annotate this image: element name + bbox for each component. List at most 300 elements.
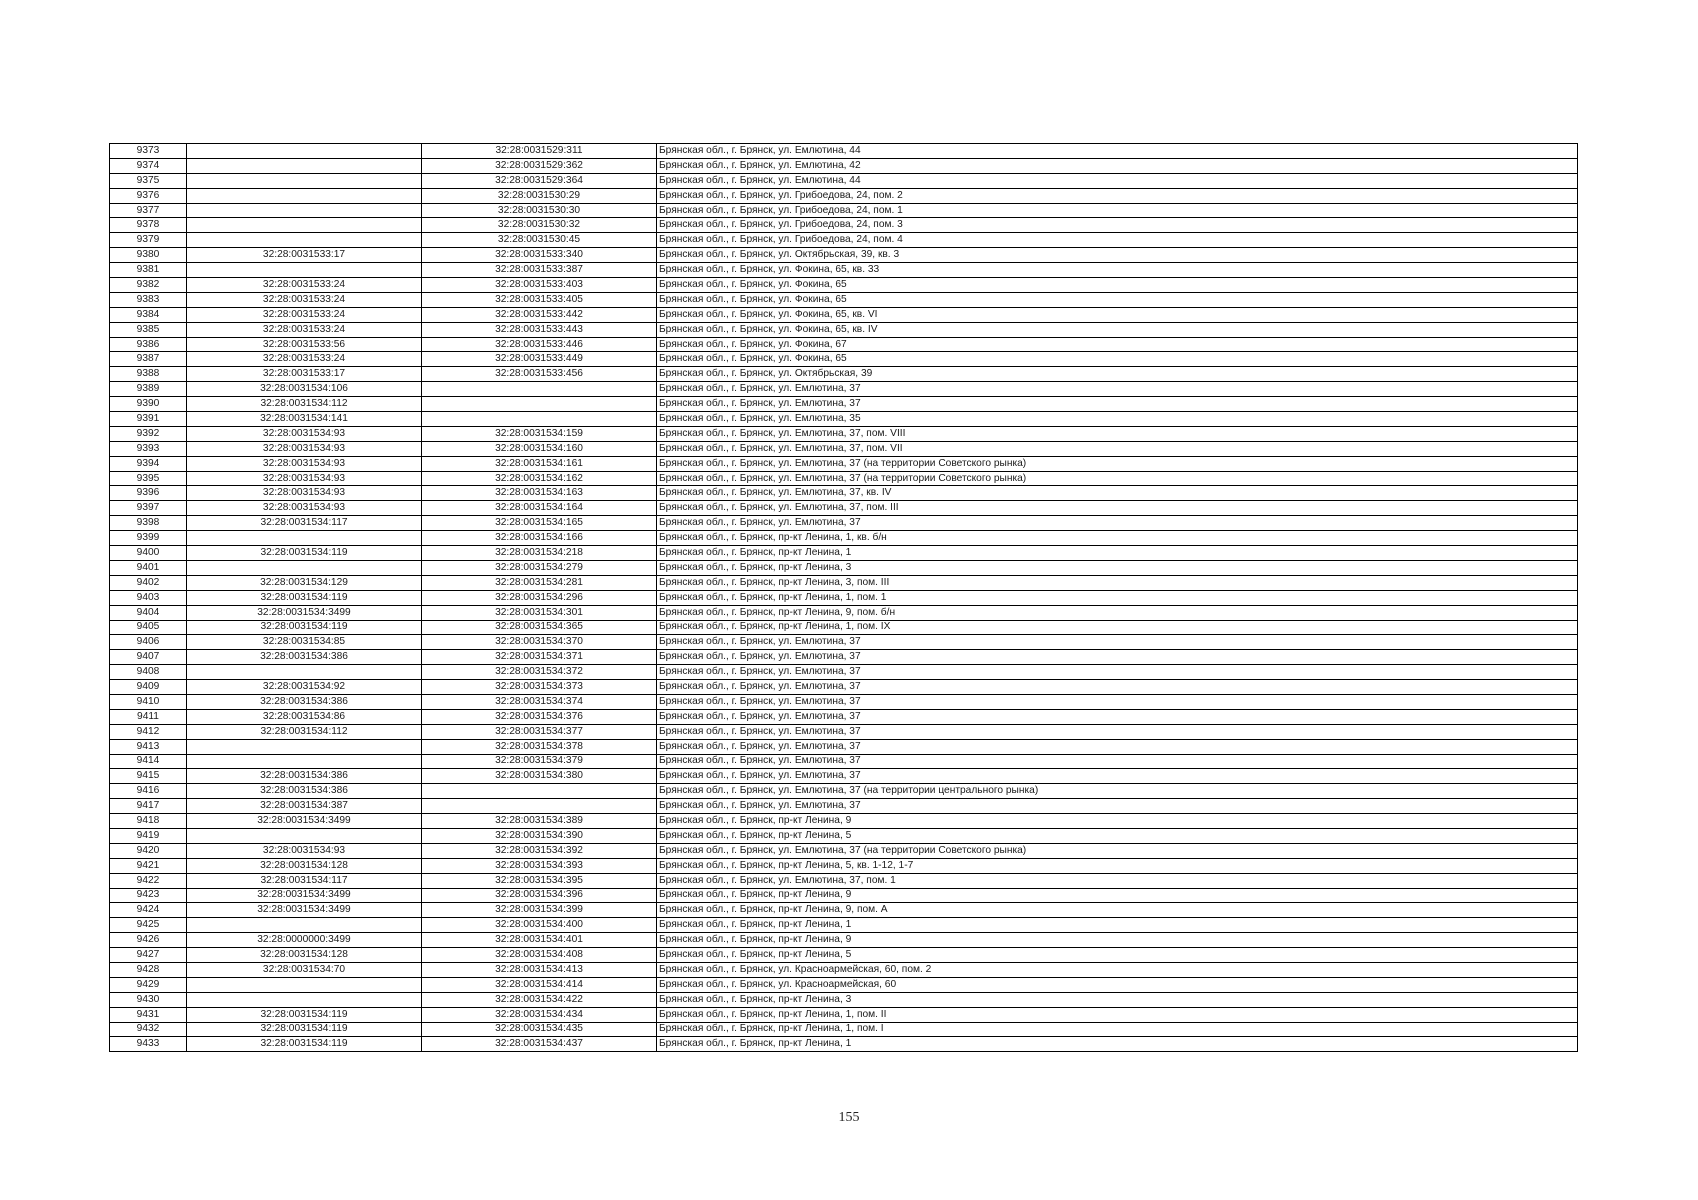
object-cadastral-number-cell: 32:28:0031534:401 [422,933,657,948]
object-cadastral-number-cell: 32:28:0031534:163 [422,486,657,501]
property-table [109,143,1578,1052]
address-cell: Брянская обл., г. Брянск, ул. Емлютина, 37 [657,650,1578,665]
parcel-cadastral-number-cell [187,144,422,159]
table-row [110,680,1578,695]
row-number-cell: 9377 [110,203,187,218]
row-number-cell: 9418 [110,814,187,829]
object-cadastral-number-cell: 32:28:0031533:340 [422,248,657,263]
parcel-cadastral-number-cell [187,992,422,1007]
parcel-cadastral-number-cell: 32:28:0031533:24 [187,278,422,293]
object-cadastral-number-cell [422,799,657,814]
object-cadastral-number-cell: 32:28:0031534:373 [422,680,657,695]
table-row [110,516,1578,531]
object-cadastral-number-cell: 32:28:0031534:374 [422,694,657,709]
object-cadastral-number-cell: 32:28:0031534:218 [422,546,657,561]
table-row [110,962,1578,977]
row-number-cell: 9427 [110,948,187,963]
table-row [110,471,1578,486]
table-row [110,412,1578,427]
row-number-cell: 9403 [110,590,187,605]
table-row [110,278,1578,293]
address-cell: Брянская обл., г. Брянск, пр-кт Ленина, 1 [657,546,1578,561]
object-cadastral-number-cell: 32:28:0031533:403 [422,278,657,293]
row-number-cell: 9376 [110,188,187,203]
address-cell: Брянская обл., г. Брянск, пр-кт Ленина, 9, пом. А [657,903,1578,918]
address-cell: Брянская обл., г. Брянск, пр-кт Ленина, 3, пом. III [657,575,1578,590]
parcel-cadastral-number-cell [187,218,422,233]
table-row [110,441,1578,456]
object-cadastral-number-cell: 32:28:0031534:396 [422,888,657,903]
table-row [110,367,1578,382]
address-cell: Брянская обл., г. Брянск, ул. Емлютина, 37 (на территории Советского рынка) [657,471,1578,486]
object-cadastral-number-cell: 32:28:0031534:371 [422,650,657,665]
parcel-cadastral-number-cell: 32:28:0031534:119 [187,1007,422,1022]
parcel-cadastral-number-cell: 32:28:0031534:93 [187,441,422,456]
object-cadastral-number-cell: 32:28:0031533:449 [422,352,657,367]
page-number: 155 [838,1110,860,1125]
row-number-cell: 9391 [110,412,187,427]
table-row [110,739,1578,754]
object-cadastral-number-cell: 32:28:0031530:30 [422,203,657,218]
table-row [110,397,1578,412]
table-row [110,665,1578,680]
parcel-cadastral-number-cell: 32:28:0031533:17 [187,248,422,263]
row-number-cell: 9430 [110,992,187,1007]
row-number-cell: 9405 [110,620,187,635]
table-row [110,858,1578,873]
address-cell: Брянская обл., г. Брянск, ул. Емлютина, 35 [657,412,1578,427]
address-cell: Брянская обл., г. Брянск, ул. Емлютина, 37 [657,382,1578,397]
row-number-cell: 9387 [110,352,187,367]
parcel-cadastral-number-cell [187,665,422,680]
parcel-cadastral-number-cell [187,739,422,754]
table-row [110,948,1578,963]
parcel-cadastral-number-cell: 32:28:0031534:119 [187,1037,422,1052]
object-cadastral-number-cell: 32:28:0031534:376 [422,709,657,724]
object-cadastral-number-cell [422,784,657,799]
row-number-cell: 9380 [110,248,187,263]
row-number-cell: 9384 [110,307,187,322]
row-number-cell: 9422 [110,873,187,888]
address-cell: Брянская обл., г. Брянск, пр-кт Ленина, 1, пом. IX [657,620,1578,635]
row-number-cell: 9415 [110,769,187,784]
table-row [110,694,1578,709]
table-row [110,173,1578,188]
parcel-cadastral-number-cell: 32:28:0031533:24 [187,352,422,367]
parcel-cadastral-number-cell: 32:28:0031534:128 [187,948,422,963]
table-row [110,144,1578,159]
row-number-cell: 9383 [110,292,187,307]
address-cell: Брянская обл., г. Брянск, пр-кт Ленина, 9 [657,933,1578,948]
row-number-cell: 9375 [110,173,187,188]
object-cadastral-number-cell: 32:28:0031534:372 [422,665,657,680]
object-cadastral-number-cell: 32:28:0031533:405 [422,292,657,307]
table-row [110,575,1578,590]
object-cadastral-number-cell: 32:28:0031534:395 [422,873,657,888]
address-cell: Брянская обл., г. Брянск, ул. Емлютина, 37 [657,635,1578,650]
object-cadastral-number-cell: 32:28:0031534:392 [422,843,657,858]
row-number-cell: 9396 [110,486,187,501]
object-cadastral-number-cell: 32:28:0031529:362 [422,158,657,173]
row-number-cell: 9394 [110,456,187,471]
parcel-cadastral-number-cell: 32:28:0031534:129 [187,575,422,590]
address-cell: Брянская обл., г. Брянск, ул. Красноармейская, 60 [657,977,1578,992]
table-row [110,918,1578,933]
parcel-cadastral-number-cell [187,754,422,769]
object-cadastral-number-cell: 32:28:0031534:370 [422,635,657,650]
address-cell: Брянская обл., г. Брянск, пр-кт Ленина, 1 [657,1037,1578,1052]
parcel-cadastral-number-cell: 32:28:0031534:386 [187,694,422,709]
row-number-cell: 9409 [110,680,187,695]
row-number-cell: 9385 [110,322,187,337]
parcel-cadastral-number-cell [187,977,422,992]
object-cadastral-number-cell: 32:28:0031534:161 [422,456,657,471]
row-number-cell: 9395 [110,471,187,486]
parcel-cadastral-number-cell: 32:28:0031534:86 [187,709,422,724]
table-row [110,590,1578,605]
object-cadastral-number-cell: 32:28:0031534:166 [422,531,657,546]
table-row [110,814,1578,829]
row-number-cell: 9421 [110,858,187,873]
table-row [110,501,1578,516]
parcel-cadastral-number-cell: 32:28:0031533:24 [187,292,422,307]
table-row [110,203,1578,218]
table-row [110,1022,1578,1037]
table-row [110,784,1578,799]
table-row [110,352,1578,367]
parcel-cadastral-number-cell: 32:28:0031534:93 [187,486,422,501]
address-cell: Брянская обл., г. Брянск, ул. Емлютина, 37, пом. VIII [657,426,1578,441]
table-row [110,531,1578,546]
parcel-cadastral-number-cell: 32:28:0031534:70 [187,962,422,977]
parcel-cadastral-number-cell: 32:28:0031534:3499 [187,888,422,903]
object-cadastral-number-cell: 32:28:0031533:443 [422,322,657,337]
parcel-cadastral-number-cell: 32:28:0000000:3499 [187,933,422,948]
object-cadastral-number-cell: 32:28:0031534:296 [422,590,657,605]
parcel-cadastral-number-cell: 32:28:0031534:93 [187,456,422,471]
address-cell: Брянская обл., г. Брянск, ул. Фокина, 65, кв. VI [657,307,1578,322]
address-cell: Брянская обл., г. Брянск, пр-кт Ленина, 9, пом. б/н [657,605,1578,620]
object-cadastral-number-cell: 32:28:0031529:311 [422,144,657,159]
object-cadastral-number-cell: 32:28:0031534:380 [422,769,657,784]
object-cadastral-number-cell: 32:28:0031530:32 [422,218,657,233]
address-cell: Брянская обл., г. Брянск, ул. Емлютина, 37, пом. 1 [657,873,1578,888]
table-row [110,933,1578,948]
address-cell: Брянская обл., г. Брянск, ул. Грибоедова, 24, пом. 1 [657,203,1578,218]
object-cadastral-number-cell: 32:28:0031534:379 [422,754,657,769]
table-row [110,992,1578,1007]
parcel-cadastral-number-cell [187,188,422,203]
row-number-cell: 9423 [110,888,187,903]
address-cell: Брянская обл., г. Брянск, пр-кт Ленина, 9 [657,888,1578,903]
row-number-cell: 9412 [110,724,187,739]
object-cadastral-number-cell: 32:28:0031534:165 [422,516,657,531]
address-cell: Брянская обл., г. Брянск, ул. Емлютина, 37 [657,709,1578,724]
address-cell: Брянская обл., г. Брянск, ул. Фокина, 65 [657,352,1578,367]
parcel-cadastral-number-cell: 32:28:0031534:106 [187,382,422,397]
object-cadastral-number-cell: 32:28:0031534:435 [422,1022,657,1037]
parcel-cadastral-number-cell [187,828,422,843]
address-cell: Брянская обл., г. Брянск, ул. Емлютина, 37 [657,739,1578,754]
parcel-cadastral-number-cell: 32:28:0031534:117 [187,873,422,888]
row-number-cell: 9411 [110,709,187,724]
table-row [110,188,1578,203]
address-cell: Брянская обл., г. Брянск, ул. Емлютина, 37 [657,769,1578,784]
parcel-cadastral-number-cell: 32:28:0031534:119 [187,590,422,605]
parcel-cadastral-number-cell: 32:28:0031533:56 [187,337,422,352]
address-cell: Брянская обл., г. Брянск, ул. Красноармейская, 60, пом. 2 [657,962,1578,977]
table-row [110,382,1578,397]
parcel-cadastral-number-cell: 32:28:0031534:112 [187,724,422,739]
table-row [110,337,1578,352]
parcel-cadastral-number-cell [187,173,422,188]
table-row [110,709,1578,724]
parcel-cadastral-number-cell: 32:28:0031533:17 [187,367,422,382]
row-number-cell: 9374 [110,158,187,173]
row-number-cell: 9379 [110,233,187,248]
address-cell: Брянская обл., г. Брянск, пр-кт Ленина, 1 [657,918,1578,933]
parcel-cadastral-number-cell: 32:28:0031534:92 [187,680,422,695]
address-cell: Брянская обл., г. Брянск, ул. Фокина, 67 [657,337,1578,352]
object-cadastral-number-cell: 32:28:0031534:393 [422,858,657,873]
table-row [110,828,1578,843]
parcel-cadastral-number-cell: 32:28:0031533:24 [187,307,422,322]
address-cell: Брянская обл., г. Брянск, ул. Емлютина, 37 (на территории центрального рынка) [657,784,1578,799]
object-cadastral-number-cell: 32:28:0031534:389 [422,814,657,829]
address-cell: Брянская обл., г. Брянск, пр-кт Ленина, 9 [657,814,1578,829]
address-cell: Брянская обл., г. Брянск, ул. Емлютина, 37 [657,397,1578,412]
row-number-cell: 9386 [110,337,187,352]
table-row [110,1037,1578,1052]
address-cell: Брянская обл., г. Брянск, ул. Октябрьская, 39 [657,367,1578,382]
parcel-cadastral-number-cell: 32:28:0031534:128 [187,858,422,873]
address-cell: Брянская обл., г. Брянск, ул. Грибоедова, 24, пом. 3 [657,218,1578,233]
address-cell: Брянская обл., г. Брянск, ул. Емлютина, 37 [657,516,1578,531]
table-row [110,307,1578,322]
table-row [110,218,1578,233]
table-row [110,560,1578,575]
parcel-cadastral-number-cell: 32:28:0031534:3499 [187,903,422,918]
table-row [110,903,1578,918]
address-cell: Брянская обл., г. Брянск, пр-кт Ленина, 3 [657,560,1578,575]
row-number-cell: 9433 [110,1037,187,1052]
object-cadastral-number-cell: 32:28:0031533:387 [422,263,657,278]
row-number-cell: 9420 [110,843,187,858]
row-number-cell: 9400 [110,546,187,561]
object-cadastral-number-cell: 32:28:0031530:45 [422,233,657,248]
address-cell: Брянская обл., г. Брянск, ул. Октябрьская, 39, кв. 3 [657,248,1578,263]
table-row [110,292,1578,307]
row-number-cell: 9428 [110,962,187,977]
table-row [110,263,1578,278]
address-cell: Брянская обл., г. Брянск, пр-кт Ленина, 5 [657,948,1578,963]
address-cell: Брянская обл., г. Брянск, пр-кт Ленина, 1, пом. II [657,1007,1578,1022]
table-row [110,620,1578,635]
address-cell: Брянская обл., г. Брянск, пр-кт Ленина, 1, пом. I [657,1022,1578,1037]
parcel-cadastral-number-cell: 32:28:0031534:386 [187,784,422,799]
parcel-cadastral-number-cell [187,918,422,933]
row-number-cell: 9392 [110,426,187,441]
parcel-cadastral-number-cell: 32:28:0031533:24 [187,322,422,337]
object-cadastral-number-cell: 32:28:0031534:400 [422,918,657,933]
parcel-cadastral-number-cell [187,263,422,278]
row-number-cell: 9416 [110,784,187,799]
address-cell: Брянская обл., г. Брянск, ул. Емлютина, 37 [657,799,1578,814]
object-cadastral-number-cell [422,412,657,427]
parcel-cadastral-number-cell [187,158,422,173]
row-number-cell: 9382 [110,278,187,293]
property-table-body [110,144,1578,1052]
address-cell: Брянская обл., г. Брянск, ул. Емлютина, 44 [657,173,1578,188]
row-number-cell: 9429 [110,977,187,992]
row-number-cell: 9406 [110,635,187,650]
row-number-cell: 9398 [110,516,187,531]
table-row [110,233,1578,248]
address-cell: Брянская обл., г. Брянск, ул. Фокина, 65 [657,278,1578,293]
object-cadastral-number-cell: 32:28:0031533:446 [422,337,657,352]
address-cell: Брянская обл., г. Брянск, пр-кт Ленина, 1, кв. б/н [657,531,1578,546]
table-row [110,873,1578,888]
row-number-cell: 9404 [110,605,187,620]
row-number-cell: 9407 [110,650,187,665]
row-number-cell: 9389 [110,382,187,397]
parcel-cadastral-number-cell: 32:28:0031534:3499 [187,814,422,829]
object-cadastral-number-cell: 32:28:0031534:414 [422,977,657,992]
table-row [110,650,1578,665]
row-number-cell: 9426 [110,933,187,948]
row-number-cell: 9378 [110,218,187,233]
row-number-cell: 9425 [110,918,187,933]
parcel-cadastral-number-cell: 32:28:0031534:93 [187,471,422,486]
parcel-cadastral-number-cell: 32:28:0031534:119 [187,546,422,561]
object-cadastral-number-cell: 32:28:0031534:301 [422,605,657,620]
row-number-cell: 9390 [110,397,187,412]
address-cell: Брянская обл., г. Брянск, ул. Емлютина, 37 [657,680,1578,695]
table-row [110,546,1578,561]
address-cell: Брянская обл., г. Брянск, ул. Емлютина, 37 [657,724,1578,739]
parcel-cadastral-number-cell: 32:28:0031534:119 [187,620,422,635]
address-cell: Брянская обл., г. Брянск, ул. Емлютина, 37 (на территории Советского рынка) [657,456,1578,471]
address-cell: Брянская обл., г. Брянск, ул. Емлютина, 37 (на территории Советского рынка) [657,843,1578,858]
object-cadastral-number-cell: 32:28:0031530:29 [422,188,657,203]
row-number-cell: 9381 [110,263,187,278]
address-cell: Брянская обл., г. Брянск, ул. Емлютина, 37 [657,754,1578,769]
row-number-cell: 9399 [110,531,187,546]
table-row [110,888,1578,903]
table-row [110,635,1578,650]
object-cadastral-number-cell: 32:28:0031534:437 [422,1037,657,1052]
table-row [110,605,1578,620]
address-cell: Брянская обл., г. Брянск, ул. Фокина, 65, кв. 33 [657,263,1578,278]
address-cell: Брянская обл., г. Брянск, ул. Грибоедова, 24, пом. 2 [657,188,1578,203]
row-number-cell: 9373 [110,144,187,159]
address-cell: Брянская обл., г. Брянск, ул. Емлютина, 37, кв. IV [657,486,1578,501]
table-row [110,486,1578,501]
row-number-cell: 9393 [110,441,187,456]
object-cadastral-number-cell: 32:28:0031534:408 [422,948,657,963]
parcel-cadastral-number-cell: 32:28:0031534:117 [187,516,422,531]
row-number-cell: 9413 [110,739,187,754]
address-cell: Брянская обл., г. Брянск, ул. Емлютина, 37, пом. III [657,501,1578,516]
object-cadastral-number-cell: 32:28:0031534:365 [422,620,657,635]
row-number-cell: 9424 [110,903,187,918]
address-cell: Брянская обл., г. Брянск, ул. Емлютина, 37 [657,694,1578,709]
parcel-cadastral-number-cell: 32:28:0031534:387 [187,799,422,814]
row-number-cell: 9419 [110,828,187,843]
object-cadastral-number-cell: 32:28:0031534:422 [422,992,657,1007]
address-cell: Брянская обл., г. Брянск, пр-кт Ленина, 5 [657,828,1578,843]
address-cell: Брянская обл., г. Брянск, ул. Емлютина, 37, пом. VII [657,441,1578,456]
row-number-cell: 9408 [110,665,187,680]
table-row [110,977,1578,992]
table-row [110,769,1578,784]
table-row [110,754,1578,769]
address-cell: Брянская обл., г. Брянск, ул. Емлютина, 37 [657,665,1578,680]
row-number-cell: 9432 [110,1022,187,1037]
parcel-cadastral-number-cell: 32:28:0031534:93 [187,501,422,516]
parcel-cadastral-number-cell [187,233,422,248]
object-cadastral-number-cell: 32:28:0031533:442 [422,307,657,322]
object-cadastral-number-cell: 32:28:0031534:390 [422,828,657,843]
parcel-cadastral-number-cell: 32:28:0031534:386 [187,769,422,784]
address-cell: Брянская обл., г. Брянск, ул. Фокина, 65, кв. IV [657,322,1578,337]
object-cadastral-number-cell: 32:28:0031529:364 [422,173,657,188]
object-cadastral-number-cell: 32:28:0031533:456 [422,367,657,382]
table-row [110,158,1578,173]
row-number-cell: 9414 [110,754,187,769]
parcel-cadastral-number-cell: 32:28:0031534:93 [187,843,422,858]
row-number-cell: 9397 [110,501,187,516]
parcel-cadastral-number-cell: 32:28:0031534:386 [187,650,422,665]
object-cadastral-number-cell [422,382,657,397]
object-cadastral-number-cell: 32:28:0031534:434 [422,1007,657,1022]
table-row [110,426,1578,441]
parcel-cadastral-number-cell: 32:28:0031534:3499 [187,605,422,620]
table-row [110,799,1578,814]
object-cadastral-number-cell [422,397,657,412]
table-row [110,322,1578,337]
row-number-cell: 9388 [110,367,187,382]
row-number-cell: 9417 [110,799,187,814]
object-cadastral-number-cell: 32:28:0031534:377 [422,724,657,739]
parcel-cadastral-number-cell: 32:28:0031534:93 [187,426,422,441]
parcel-cadastral-number-cell: 32:28:0031534:141 [187,412,422,427]
table-row [110,724,1578,739]
address-cell: Брянская обл., г. Брянск, пр-кт Ленина, 1, пом. 1 [657,590,1578,605]
row-number-cell: 9431 [110,1007,187,1022]
object-cadastral-number-cell: 32:28:0031534:164 [422,501,657,516]
object-cadastral-number-cell: 32:28:0031534:399 [422,903,657,918]
address-cell: Брянская обл., г. Брянск, пр-кт Ленина, 5, кв. 1-12, 1-7 [657,858,1578,873]
object-cadastral-number-cell: 32:28:0031534:160 [422,441,657,456]
address-cell: Брянская обл., г. Брянск, ул. Фокина, 65 [657,292,1578,307]
parcel-cadastral-number-cell: 32:28:0031534:119 [187,1022,422,1037]
row-number-cell: 9410 [110,694,187,709]
parcel-cadastral-number-cell [187,531,422,546]
object-cadastral-number-cell: 32:28:0031534:378 [422,739,657,754]
table-row [110,843,1578,858]
table-row [110,456,1578,471]
parcel-cadastral-number-cell [187,203,422,218]
address-cell: Брянская обл., г. Брянск, ул. Грибоедова, 24, пом. 4 [657,233,1578,248]
row-number-cell: 9401 [110,560,187,575]
object-cadastral-number-cell: 32:28:0031534:159 [422,426,657,441]
object-cadastral-number-cell: 32:28:0031534:279 [422,560,657,575]
address-cell: Брянская обл., г. Брянск, пр-кт Ленина, 3 [657,992,1578,1007]
parcel-cadastral-number-cell: 32:28:0031534:85 [187,635,422,650]
table-row [110,1007,1578,1022]
parcel-cadastral-number-cell [187,560,422,575]
